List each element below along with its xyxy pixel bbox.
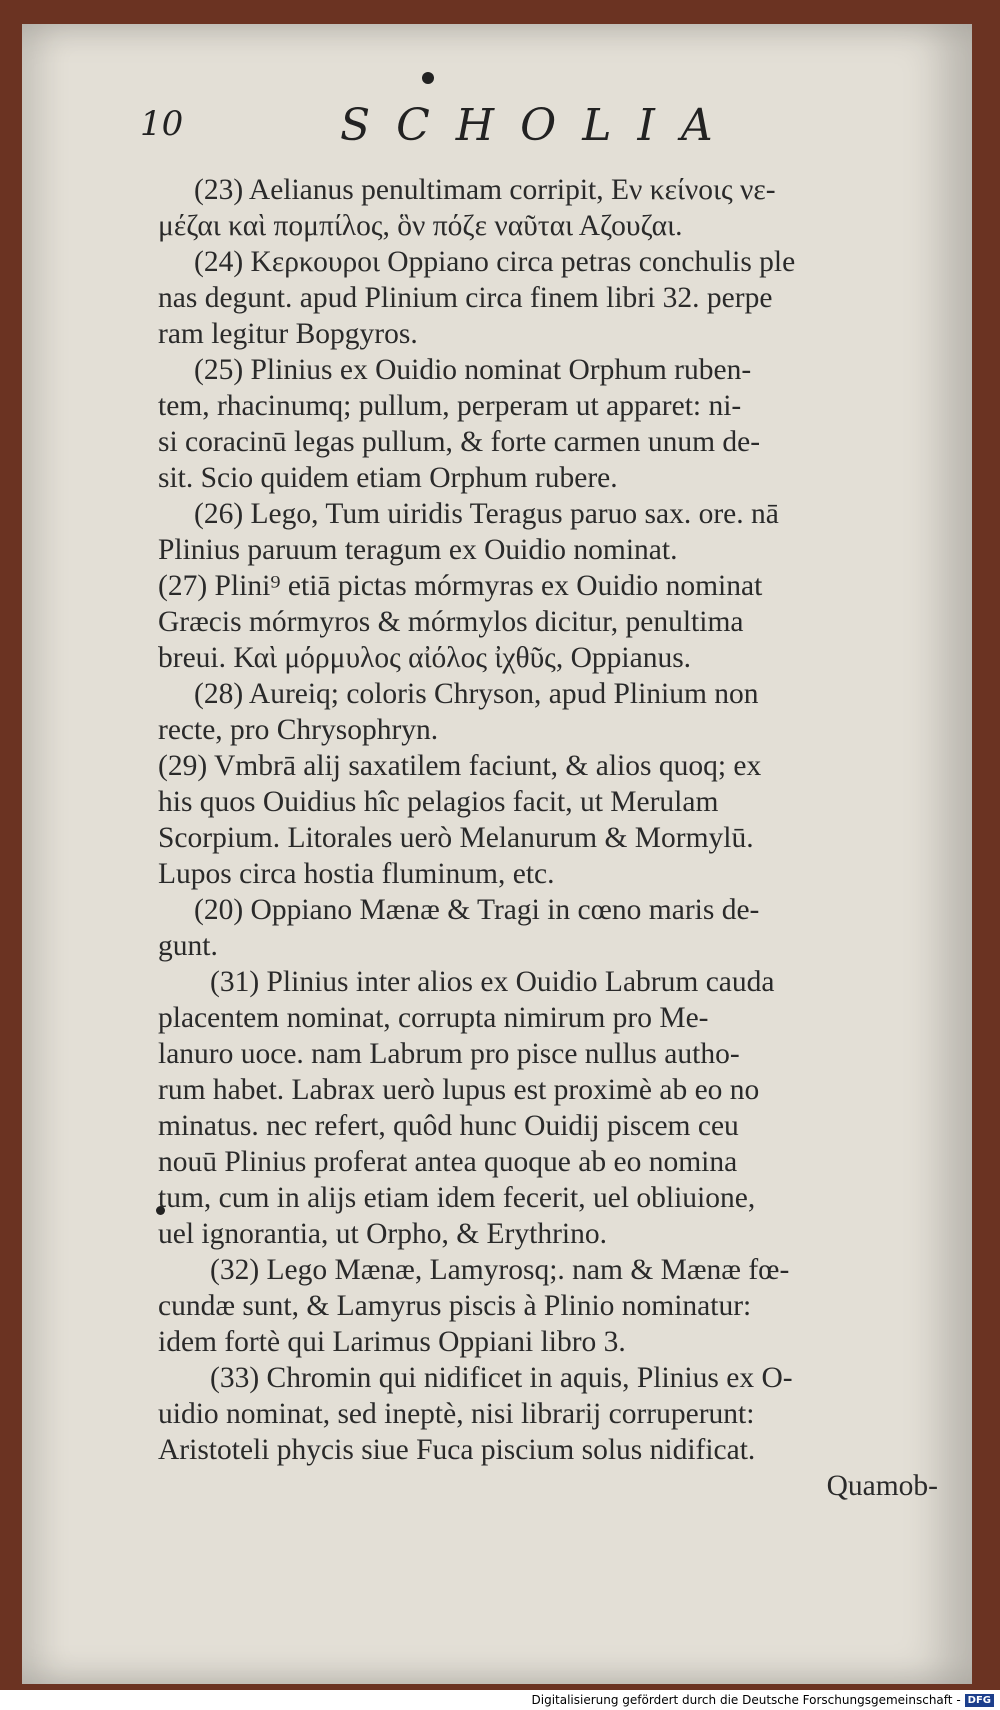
text-line: Aristoteli phycis siue Fuca piscium solus nidificat.: [158, 1434, 756, 1466]
text-line: Lupos circa hostia fluminum, etc.: [158, 858, 555, 890]
running-title: SCHOLIA: [340, 100, 739, 151]
text-line: lanuro uoce. nam Labrum pro pisce nullus autho-: [158, 1038, 740, 1070]
text-line: (26) Lego, Tum uiridis Teragus paruo sax. ore. nā: [194, 498, 779, 530]
text-line: (27) Plini⁹ etiā pictas mórmyras ex Ouidio nominat: [158, 570, 763, 602]
page-number: 10: [140, 104, 184, 144]
text-line: recte, pro Chrysophryn.: [158, 714, 439, 746]
page-header: [140, 100, 920, 160]
text-line: (33) Chromin qui nidificet in aquis, Plinius ex O-: [210, 1362, 793, 1394]
dfg-logo: DFG: [965, 1694, 994, 1707]
text-line: (29) Vmbrā alij saxatilem faciunt, & alios quoq; ex: [158, 750, 762, 782]
text-line: (32) Lego Mænæ, Lamyrosq;. nam & Mænæ fœ-: [210, 1254, 790, 1286]
text-line: μέζαι καὶ πομπίλος, ὃν πόζε ναῦται Αζουζαι.: [158, 210, 683, 242]
text-line: Quamob-: [826, 1470, 938, 1502]
text-line: Plinius paruum teragum ex Ouidio nominat.: [158, 534, 678, 566]
text-line: nouū Plinius proferat antea quoque ab eo nomina: [158, 1146, 738, 1178]
text-line: ram legitur Bopgyros.: [158, 318, 418, 350]
body-text: [158, 172, 938, 1504]
text-line: (24) Κερκουροι Oppiano circa petras conchulis ple: [194, 246, 796, 278]
text-line: cundæ sunt, & Lamyrus piscis à Plinio nominatur:: [158, 1290, 752, 1322]
text-line: uel ignorantia, ut Orpho, & Erythrino.: [158, 1218, 607, 1250]
text-line: minatus. nec refert, quôd hunc Ouidij piscem ceu: [158, 1110, 739, 1142]
text-line: tem, rhacinumq; pullum, perperam ut apparet: ni-: [158, 390, 742, 422]
text-line: his quos Ouidius hîc pelagios facit, ut Merulam: [158, 786, 719, 818]
footer-credit: Digitalisierung gefördert durch die Deutsche Forschungsgemeinschaft -: [531, 1693, 961, 1707]
text-line: sit. Scio quidem etiam Orphum rubere.: [158, 462, 618, 494]
text-line: uidio nominat, sed ineptè, nisi librarij corruperunt:: [158, 1398, 755, 1430]
text-line: gunt.: [158, 930, 218, 962]
digitization-footer: [0, 1690, 1000, 1710]
text-line: si coracinū legas pullum, & forte carmen unum de-: [158, 426, 761, 458]
text-line: Scorpium. Litorales uerò Melanurum & Mormylū.: [158, 822, 754, 854]
text-line: rum habet. Labrax uerò lupus est proximè ab eo no: [158, 1074, 760, 1106]
text-line: tum, cum in alijs etiam idem fecerit, uel obliuione,: [158, 1182, 756, 1214]
text-line: placentem nominat, corrupta nimirum pro Me-: [158, 1002, 709, 1034]
text-line: breui. Καὶ μόρμυλος αἰόλος ἰχθῦς, Oppianus.: [158, 642, 692, 674]
text-line: idem fortè qui Larimus Oppiani libro 3.: [158, 1326, 626, 1358]
text-line: (25) Plinius ex Ouidio nominat Orphum ruben-: [194, 354, 752, 386]
text-line: nas degunt. apud Plinium circa finem libri 32. perpe: [158, 282, 773, 314]
text-line: (20) Oppiano Mænæ & Tragi in cœno maris de-: [194, 894, 760, 926]
ink-dot: [422, 72, 434, 84]
text-line: (23) Aelianus penultimam corripit, Εν κείνοις νε-: [194, 174, 776, 206]
text-line: (28) Aureiq; coloris Chryson, apud Plinium non: [194, 678, 759, 710]
text-line: (31) Plinius inter alios ex Ouidio Labrum cauda: [210, 966, 775, 998]
text-line: Græcis mórmyros & mórmylos dicitur, penultima: [158, 606, 744, 638]
